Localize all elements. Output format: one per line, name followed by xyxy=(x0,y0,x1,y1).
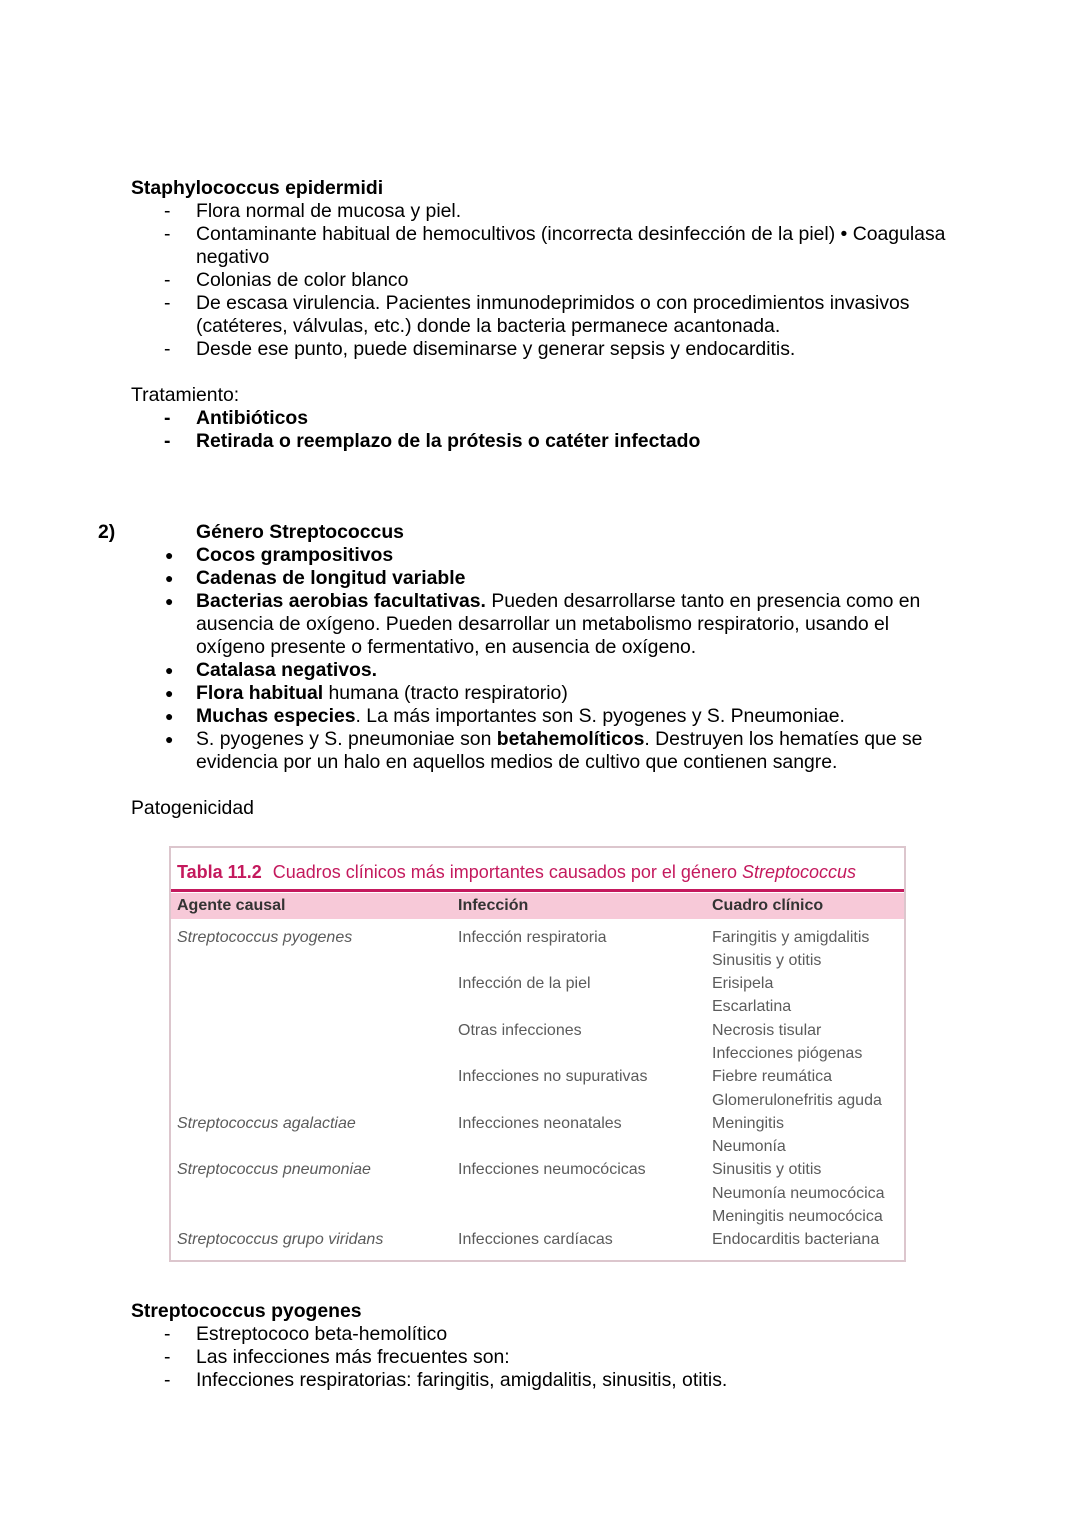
dash-marker: - xyxy=(164,200,171,222)
list-item xyxy=(165,728,956,774)
clinical-picture-cell: Glomerulonefritis aguda xyxy=(712,1091,882,1109)
list-item xyxy=(164,269,956,292)
item-text: Pueden desarrollarse tanto en presencia como en ausencia de oxígeno. Pueden desarrollar un metabolismo respiratorio, usando el oxígeno presente o fermentativo, en ausencia de oxígeno. xyxy=(196,590,921,658)
table-row xyxy=(171,995,904,1018)
section-title: Streptococcus pyogenes xyxy=(131,1300,362,1322)
causal-agent-cell: Streptococcus pyogenes xyxy=(177,928,353,946)
clinical-picture-cell: Sinusitis y otitis xyxy=(712,951,822,969)
dash-marker: - xyxy=(164,223,171,245)
item-text: Colonias de color blanco xyxy=(196,269,409,291)
bullet-marker: ● xyxy=(165,662,174,678)
causal-agent-cell: Streptococcus pneumoniae xyxy=(177,1161,371,1179)
table-caption-genus: Streptococcus xyxy=(742,862,857,882)
section-title: Staphylococcus epidermidi xyxy=(131,177,384,199)
treatment-list xyxy=(131,407,956,453)
clinical-pictures-table xyxy=(169,846,906,1262)
infection-cell: Infecciones neonatales xyxy=(458,1114,622,1132)
item-text: S. pyogenes y S. pneumoniae son xyxy=(196,728,497,750)
infection-cell: Infección respiratoria xyxy=(458,928,607,946)
strep-pyogenes-section xyxy=(131,1300,956,1392)
bold-text: Retirada o reemplazo de la prótesis o catéter infectado xyxy=(196,430,701,452)
pyogenes-characteristics-list xyxy=(131,1323,956,1392)
infection-cell: Otras infecciones xyxy=(458,1021,582,1039)
clinical-picture-cell: Meningitis xyxy=(712,1114,785,1132)
dash-marker: - xyxy=(164,407,171,429)
infection-cell: Infección de la piel xyxy=(458,975,591,993)
bold-text: Antibióticos xyxy=(196,407,309,429)
dash-marker: - xyxy=(164,1346,171,1368)
bold-text: Cadenas de longitud variable xyxy=(196,567,466,589)
clinical-picture-cell: Erisipela xyxy=(712,975,774,993)
table-row xyxy=(171,972,904,995)
staph-epidermidis-section xyxy=(131,177,956,361)
table-row xyxy=(171,1089,904,1112)
treatment-heading: Tratamiento: xyxy=(131,384,240,406)
bullet-marker: ● xyxy=(165,731,174,747)
dash-marker: - xyxy=(164,292,171,314)
dash-marker: - xyxy=(164,1323,171,1345)
dash-marker: - xyxy=(164,1369,171,1391)
bold-text: Bacterias aerobias facultativas. xyxy=(196,590,486,612)
list-item xyxy=(165,659,956,682)
table-row xyxy=(171,926,904,949)
table-row xyxy=(171,1158,904,1181)
clinical-picture-cell: Escarlatina xyxy=(712,998,792,1016)
infection-cell: Infecciones no supurativas xyxy=(458,1068,648,1086)
table-row xyxy=(171,1019,904,1042)
list-item xyxy=(164,430,956,453)
pathogenicity-section xyxy=(131,797,956,820)
list-item xyxy=(164,200,956,223)
table-row xyxy=(171,1042,904,1065)
list-item xyxy=(164,1346,956,1369)
list-item xyxy=(164,1323,956,1346)
table-caption: Cuadros clínicos más importantes causados por el género xyxy=(272,862,737,882)
bullet-marker: ● xyxy=(165,547,174,563)
table-row xyxy=(171,949,904,972)
clinical-picture-cell: Faringitis y amigdalitis xyxy=(712,928,870,946)
causal-agent-cell: Streptococcus grupo viridans xyxy=(177,1231,384,1249)
column-header-clinical-picture: Cuadro clínico xyxy=(712,897,824,914)
infection-cell: Infecciones cardíacas xyxy=(458,1231,613,1249)
infection-cell: Infecciones neumocócicas xyxy=(458,1161,646,1179)
dash-marker: - xyxy=(164,338,171,360)
causal-agent-cell: Streptococcus agalactiae xyxy=(177,1114,356,1132)
item-text: Desde ese punto, puede diseminarse y generar sepsis y endocarditis. xyxy=(196,338,796,360)
list-item xyxy=(165,705,956,728)
bold-text: Flora habitual xyxy=(196,682,324,704)
table-row xyxy=(171,1112,904,1135)
item-text: Contaminante habitual de hemocultivos (incorrecta desinfección de la piel) • Coagulasa negativo xyxy=(196,223,946,268)
list-item xyxy=(165,544,956,567)
list-item xyxy=(164,338,956,361)
heading-number: 2) xyxy=(98,521,116,543)
list-item xyxy=(164,292,956,338)
clinical-picture-cell: Fiebre reumática xyxy=(712,1068,833,1086)
item-text: . Destruyen los hematíes que se evidencia por un halo en aquellos medios de cultivo que contienen sangre. xyxy=(196,728,923,773)
clinical-picture-cell: Meningitis neumocócica xyxy=(712,1208,883,1226)
column-header-agent: Agente causal xyxy=(177,897,286,914)
bullet-marker: ● xyxy=(165,570,174,586)
clinical-picture-cell: Neumonía neumocócica xyxy=(712,1184,885,1202)
bold-text: betahemolíticos xyxy=(496,728,645,750)
table-row xyxy=(171,1182,904,1205)
clinical-picture-cell: Sinusitis y otitis xyxy=(712,1161,822,1179)
staph-characteristics-list xyxy=(131,200,956,361)
list-item xyxy=(165,590,956,659)
bold-text: Catalasa negativos. xyxy=(196,659,378,681)
table-row xyxy=(171,1205,904,1228)
item-text: Estreptococo beta-hemolítico xyxy=(196,1323,448,1345)
table-row xyxy=(171,1065,904,1088)
numbered-heading xyxy=(98,521,956,544)
treatment-section xyxy=(131,384,956,453)
pathogenicity-heading: Patogenicidad xyxy=(131,797,254,819)
clinical-picture-cell: Endocarditis bacteriana xyxy=(712,1231,880,1249)
item-text: Infecciones respiratorias: faringitis, amigdalitis, sinusitis, otitis. xyxy=(196,1369,728,1391)
dash-marker: - xyxy=(164,269,171,291)
table-row xyxy=(171,1228,904,1251)
list-item xyxy=(164,407,956,430)
item-text: Flora normal de mucosa y piel. xyxy=(196,200,462,222)
list-item xyxy=(164,1369,956,1392)
clinical-picture-cell: Neumonía xyxy=(712,1138,786,1156)
bold-text: Muchas especies xyxy=(196,705,356,727)
list-item xyxy=(165,567,956,590)
table-body xyxy=(171,926,904,1252)
streptococcus-genus-section xyxy=(98,521,956,774)
table-title xyxy=(177,859,856,885)
item-text: humana (tracto respiratorio) xyxy=(323,682,568,704)
bullet-marker: ● xyxy=(165,685,174,701)
genus-characteristics-list xyxy=(131,544,956,774)
table-label: Tabla 11.2 xyxy=(177,862,262,882)
section-title: Género Streptococcus xyxy=(196,521,404,543)
list-item xyxy=(165,682,956,705)
item-text: . La más importantes son S. pyogenes y S. Pneumoniae. xyxy=(355,705,845,727)
title-rule xyxy=(171,889,904,892)
table-row xyxy=(171,1135,904,1158)
column-header-infection: Infección xyxy=(458,897,529,914)
clinical-picture-cell: Necrosis tisular xyxy=(712,1021,822,1039)
item-text: Las infecciones más frecuentes son: xyxy=(196,1346,510,1368)
bullet-marker: ● xyxy=(165,708,174,724)
list-item xyxy=(164,223,956,269)
clinical-picture-cell: Infecciones piógenas xyxy=(712,1044,863,1062)
bullet-marker: ● xyxy=(165,593,174,609)
bold-text: Cocos grampositivos xyxy=(196,544,394,566)
table-header-row xyxy=(171,893,904,919)
dash-marker: - xyxy=(164,430,171,452)
item-text: De escasa virulencia. Pacientes inmunodeprimidos o con procedimientos invasivos (catéteres, válvulas, etc.) donde la bacteria permanece acantonada. xyxy=(196,292,910,337)
